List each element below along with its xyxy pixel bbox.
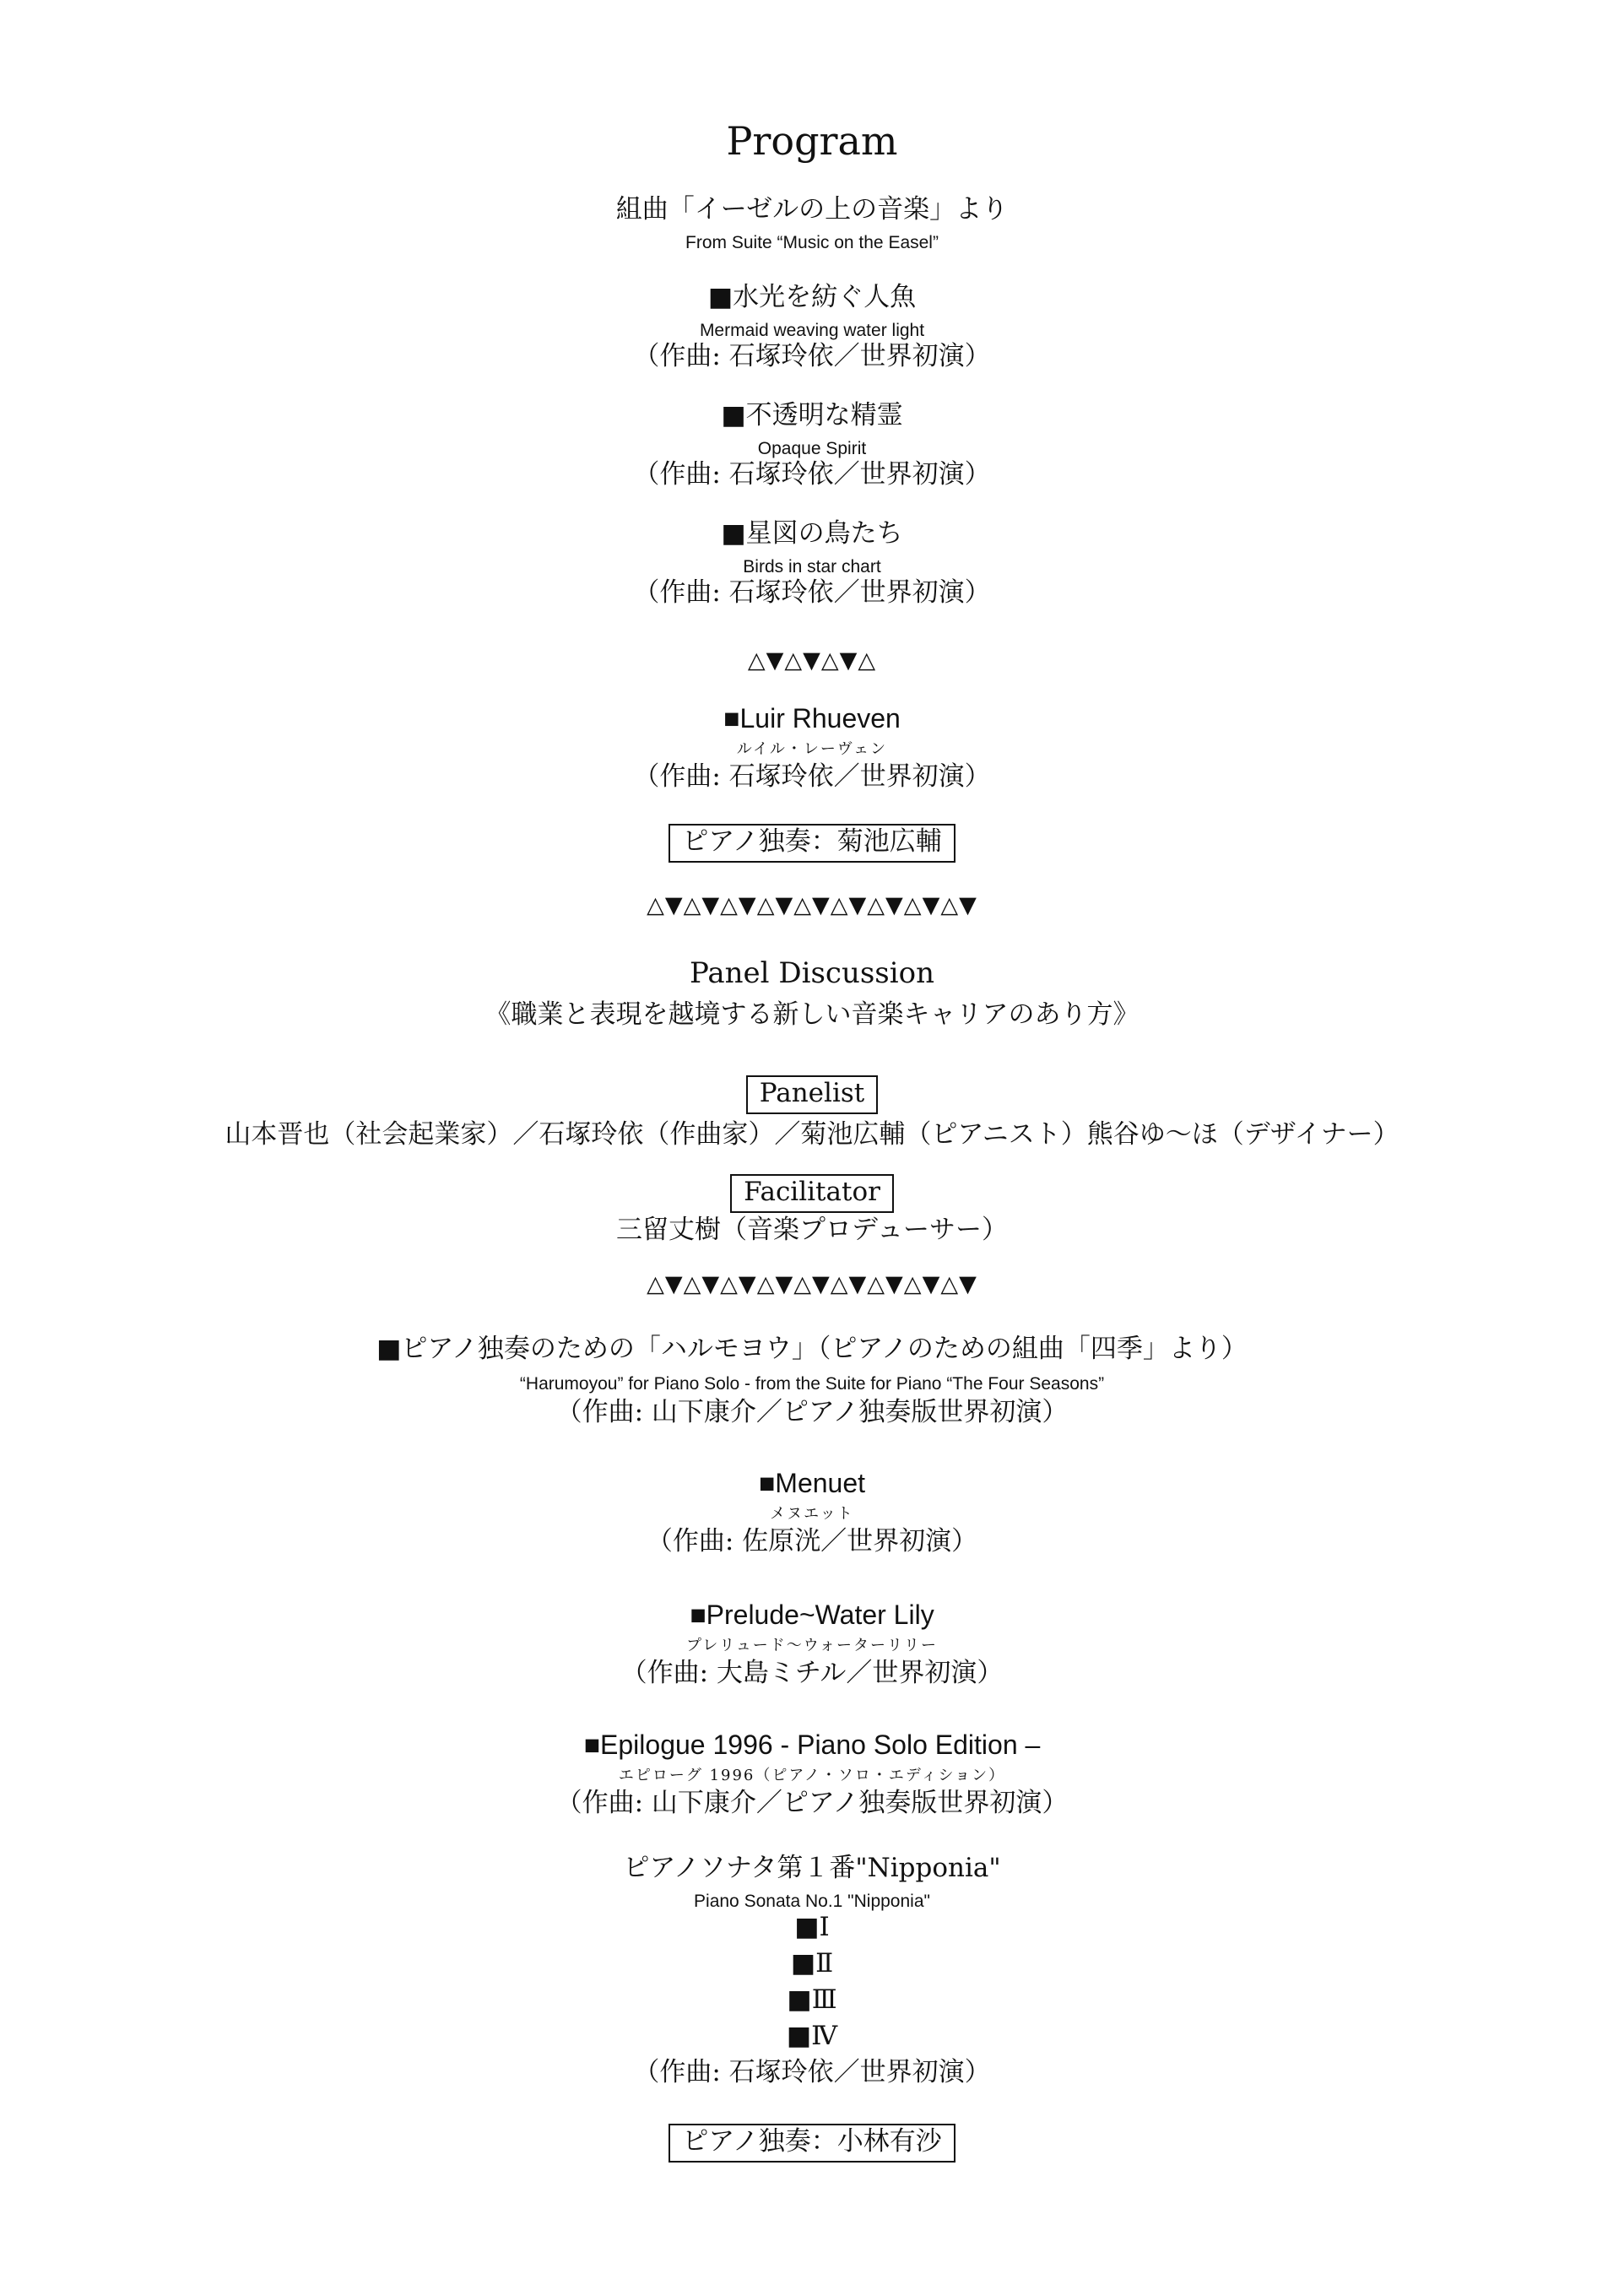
work-title-ruby: メヌエット — [770, 1505, 854, 1523]
work-title-en: “Harumoyou” for Piano Solo - from the Suite for Piano “The Four Seasons” — [519, 1374, 1105, 1394]
facilitator-label: Facilitator — [730, 1174, 894, 1213]
performer-box — [0, 824, 1624, 863]
suite-title-en: From Suite “Music on the Easel” — [685, 233, 939, 252]
work-title-en: Mermaid weaving water light — [699, 321, 925, 340]
work-title-prelude: ■Prelude~Water Lily — [690, 1600, 934, 1630]
page-title: Program — [726, 118, 898, 164]
panel-discussion-theme: 《職業と表現を越境する新しい音楽キャリアのあり方》 — [484, 999, 1140, 1030]
ornament-divider: △▼△▼△▼△▼△▼△▼△▼△▼△▼ — [647, 892, 977, 918]
performer-box — [0, 2124, 1624, 2163]
work-credit: （作曲: 山下康介／ピアノ独奏版世界初演） — [555, 1397, 1069, 1427]
work-title-ruby: エピローグ 1996（ピアノ・ソロ・エディション） — [618, 1767, 1006, 1784]
movement-item: ■Ⅳ — [786, 2021, 838, 2051]
work-credit: （作曲: 石塚玲依／世界初演） — [633, 341, 991, 371]
work-title-en: Birds in star chart — [743, 557, 881, 577]
work-credit: （作曲: 山下康介／ピアノ独奏版世界初演） — [555, 1788, 1069, 1818]
panelist-names: 山本晋也（社会起業家）／石塚玲依（作曲家）／菊池広輔（ピアニスト）熊谷ゆ〜ほ（デザイナー） — [225, 1119, 1399, 1150]
suite-title-jp: 組曲「イーゼルの上の音楽」より — [615, 194, 1009, 225]
movement-item: ■Ⅲ — [787, 1984, 837, 2015]
work-credit: （作曲: 石塚玲依／世界初演） — [633, 2057, 991, 2087]
panel-discussion-title: Panel Discussion — [690, 956, 934, 990]
work-title-jp: ■星図の鳥たち — [721, 518, 903, 549]
movement-item: ■Ⅱ — [790, 1948, 834, 1979]
work-title-jp: ■ピアノ独奏のための「ハルモヨウ」（ピアノのための組曲「四季」より） — [376, 1334, 1248, 1364]
work-credit: （作曲: 大島ミチル／世界初演） — [620, 1658, 1004, 1688]
work-title-luir: ■Luir Rhueven — [723, 703, 901, 734]
movement-item: ■Ⅰ — [794, 1912, 830, 1942]
work-title-ruby: プレリュード〜ウォーターリリー — [685, 1637, 939, 1654]
ornament-divider: △▼△▼△▼△▼△▼△▼△▼△▼△▼ — [647, 1271, 977, 1297]
work-credit: （作曲: 石塚玲依／世界初演） — [633, 577, 991, 608]
work-title-en: Opaque Spirit — [757, 439, 867, 458]
work-title-jp: ■不透明な精霊 — [721, 400, 903, 430]
work-credit: （作曲: 佐原洸／世界初演） — [646, 1526, 978, 1556]
work-title-ruby: ルイル・レーヴェン — [736, 740, 888, 758]
ornament-divider: △▼△▼△▼△ — [747, 647, 877, 674]
facilitator-box — [0, 1174, 1624, 1213]
performer-label: ピアノ独奏：菊池広輔 — [669, 824, 955, 863]
panelist-label: Panelist — [746, 1075, 878, 1114]
performer-label: ピアノ独奏：小林有沙 — [669, 2124, 955, 2163]
sonata-title-en: Piano Sonata No.1 "Nipponia" — [694, 1892, 930, 1911]
sonata-title-jp: ピアノソナタ第１番"Nipponia" — [623, 1853, 1001, 1883]
work-credit: （作曲: 石塚玲依／世界初演） — [633, 459, 991, 490]
work-credit: （作曲: 石塚玲依／世界初演） — [633, 761, 991, 792]
work-title-epilogue: ■Epilogue 1996 - Piano Solo Edition – — [583, 1730, 1041, 1760]
facilitator-name: 三留丈樹（音楽プロデューサー） — [615, 1215, 1009, 1245]
panelist-box — [0, 1075, 1624, 1114]
work-title-menuet: ■Menuet — [758, 1468, 866, 1498]
work-title-jp: ■水光を紡ぐ人魚 — [707, 282, 917, 312]
